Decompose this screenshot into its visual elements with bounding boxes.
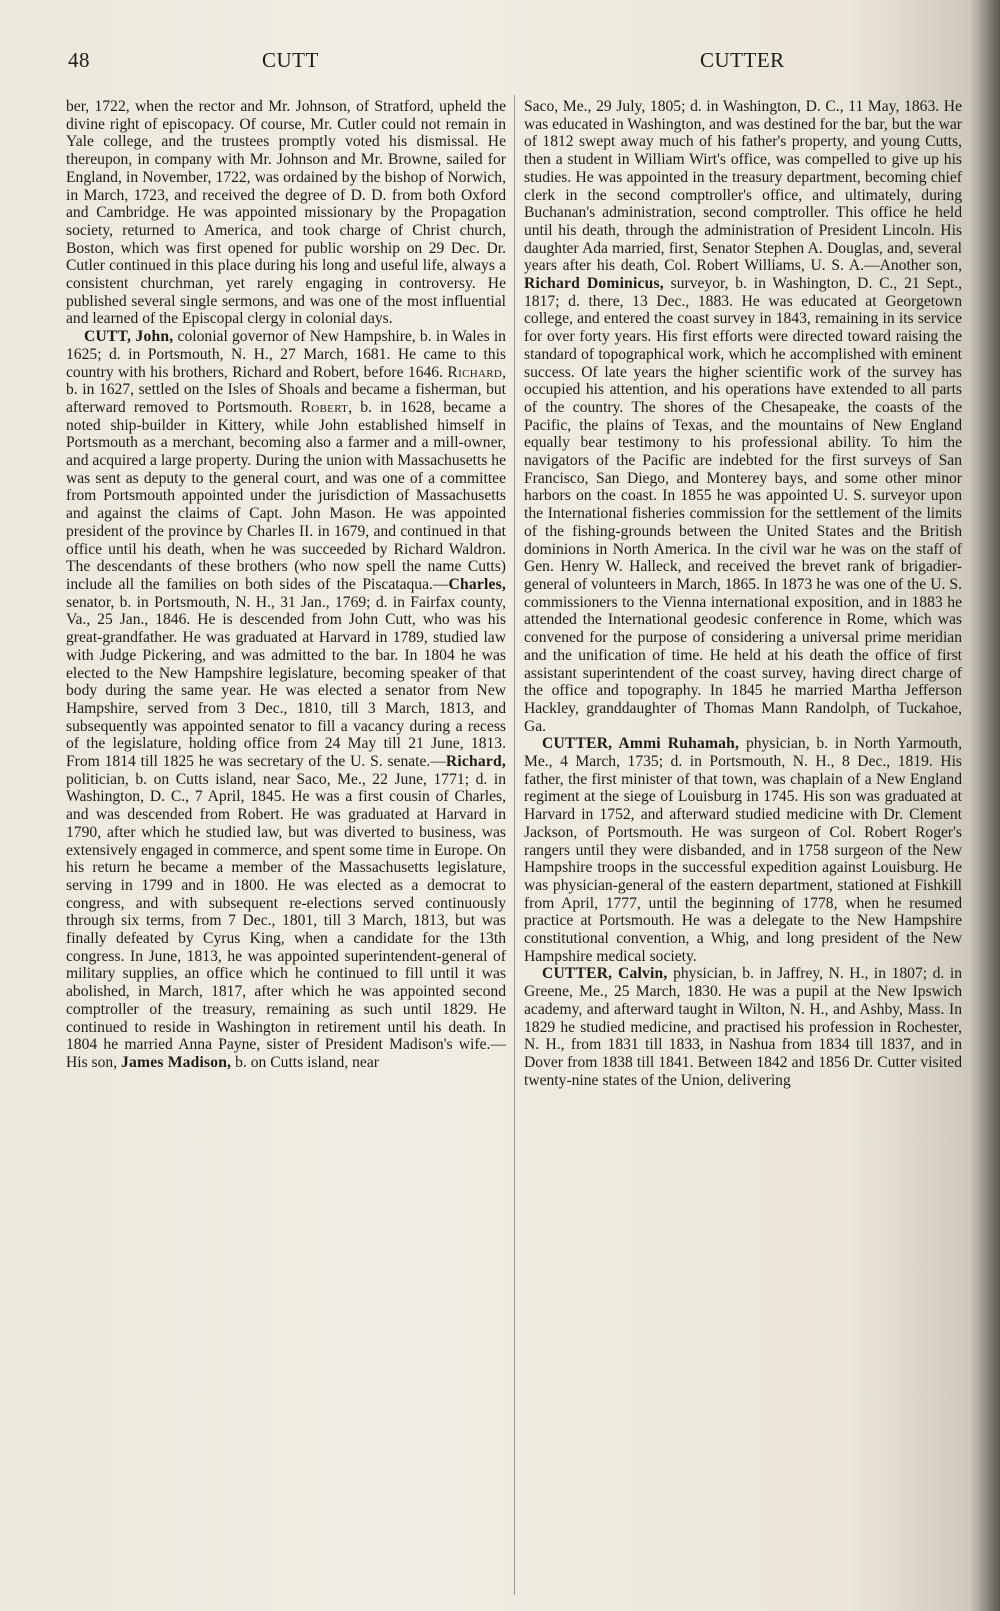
- subentry-name: Richard: [447, 363, 503, 381]
- entry-heading: CUTTER, Calvin,: [542, 965, 668, 983]
- entry-text: colonial governor of New Hampshire, b. in Wales in 1625; d. in Portsmouth, N. H., 27 March, 1681. He came to this country with his brothers, Richard and Robert, before 1646.: [66, 328, 506, 381]
- left-running-head: CUTT: [262, 48, 319, 72]
- continued-paragraph: [524, 98, 962, 735]
- entry-text: , b. in 1627, settled on the Isles of Shoals and became a fisherman, but afterward removed to Portsmouth.: [66, 363, 506, 416]
- column-divider: [514, 95, 515, 1595]
- entry-cutter-calvin: [524, 965, 962, 1089]
- page-number: 48: [68, 48, 90, 72]
- entry-text: politician, b. on Cutts island, near Saco, Me., 22 June, 1771; d. in Washington, D. C., 7 April, 1845. He was a first cousin of Charles, and was descended from Robert. He was graduated at Harvard in 1790, after which he studied law, but was diverted to business, was extensively engaged in commerce, and spent some time in Europe. On his return he became a member of the Massachusetts legislature, serving in 1799 and in 1800. He was elected as a democrat to congress, and with subsequent re-elections served continuously through six terms, from 7 Dec., 1801, till 3 March, 1813, but was finally defeated by Cyrus King, when a candidate for the 13th congress. In June, 1813, he was appointed superintendent-general of military supplies, an office which he continued to fill until it was abolished, in March, 1817, after which he was appointed second comptroller of the treasury, remaining as such until 1829. He continued to reside in Washington in retirement until his death. In 1804 he married Anna Payne, sister of President Madison's wife.—His son,: [66, 770, 506, 1071]
- entry-heading: CUTT, John,: [84, 328, 174, 346]
- subentry-heading: Richard Dominicus,: [524, 275, 664, 293]
- entry-heading: CUTTER, Ammi Ruhamah,: [542, 735, 740, 753]
- subentry-heading: Richard,: [445, 753, 506, 771]
- entry-cutter-ammi: [524, 735, 962, 965]
- entry-text: Saco, Me., 29 July, 1805; d. in Washington, D. C., 11 May, 1863. He was educated in Washington, and was destined for the bar, but the war of 1812 swept away much of his father's property, and young Cutts, then a student in William Wirt's office, was compelled to give up his studies. He was appointed in the treasury department, becoming chief clerk in the second comptroller's office, and ultimately, during Buchanan's administration, second comptroller. This office he held until his death, through the administration of President Lincoln. His daughter Ada married, first, Senator Stephen A. Douglas, and, several years after his death, Col. Robert Williams, U. S. A.—Another son,: [524, 98, 962, 275]
- entry-text: , b. in 1628, became a noted ship-builder in Kittery, while John established himself in Portsmouth as a merchant, becoming also a farmer and a mill-owner, and acquired a large property. During the union with Massachusetts he was sent as deputy to the general court, and was one of a committee from Portsmouth appointed under the jurisdiction of Massachusetts and against the claims of Capt. John Mason. He was appointed president of the province by Charles II. in 1679, and continued in that office until his death, when he was succeeded by Richard Waldron. The descendants of these brothers (who now spell the name Cutts) include all the families on both sides of the Piscataqua.—: [66, 398, 506, 593]
- entry-text: b. on Cutts island, near: [231, 1053, 379, 1071]
- entry-text: senator, b. in Portsmouth, N. H., 31 Jan., 1769; d. in Fairfax county, Va., 25 Jan., 1846. He is descended from John Cutt, who was his great-grandfather. He was graduated at Harvard in 1789, studied law with Judge Pickering, and was admitted to the bar. In 1804 he was elected to the New Hampshire legislature, becoming speaker of that body during the same year. He was elected a senator from New Hampshire, served from 3 Dec., 1810, till 3 March, 1813, and subsequently was appointed senator to fill a vacancy during a recess of the legislature, holding office from 24 May till 21 June, 1813. From 1814 till 1825 he was secretary of the U. S. senate.—: [66, 593, 506, 771]
- entry-text: surveyor, b. in Washington, D. C., 21 Sept., 1817; d. there, 13 Dec., 1883. He was educated at Georgetown college, and entered the coast survey in 1843, remaining in its service for over forty years. His first efforts were directed toward raising the standard of topographical work, which he accomplished with eminent success. Of late years the higher scientific work of the survey has occupied his attention, and his operations have extended to all parts of the country. The shores of the Chesapeake, the coasts of the Pacific, the plains of Texas, and the mountains of New England equally bear testimony to his professional ability. To him the navigators of the Pacific are indebted for the first surveys of San Francisco, San Diego, and Monterey bays, and some other minor harbors on the coast. In 1855 he was appointed U. S. surveyor upon the International fisheries commission for the settlement of the limits of the fishing-grounds between the United States and the British dominions in North America. In the civil war he was on the staff of Gen. Henry W. Halleck, and received the brevet rank of brigadier-general of volunteers in March, 1865. In 1873 he was one of the U. S. commissioners to the Vienna international exposition, and in 1883 he attended the International geodesic conference in Rome, which was convened for the purpose of considering a universal prime meridian and the unification of time. He held at his death the office of first assistant superintendent of the coast survey, having direct charge of the office and topography. In 1845 he married Martha Jefferson Hackley, granddaughter of Thomas Mann Randolph, of Tuckahoe, Ga.: [524, 275, 962, 735]
- subentry-name: Robert: [300, 398, 349, 416]
- right-column: [524, 98, 962, 1089]
- left-column: [66, 98, 506, 1072]
- entry-text: physician, b. in Jaffrey, N. H., in 1807; d. in Greene, Me., 25 March, 1830. He was a pupil at the New Ipswich academy, and afterward taught in Wilton, N. H., and Ashby, Mass. In 1829 he studied medicine, and practised his profession in Rochester, N. H., from 1831 till 1833, in Nashua from 1834 till 1837, and in Dover from 1838 till 1841. Between 1842 and 1856 Dr. Cutter visited twenty-nine states of the Union, delivering: [524, 965, 963, 1089]
- continued-paragraph: ber, 1722, when the rector and Mr. Johnson, of Stratford, upheld the divine right of episcopacy. Of course, Mr. Cutler could not remain in Yale college, and the trustees promptly voted his dismissal. He thereupon, in company with Mr. Johnson and Mr. Browne, sailed for England, in November, 1722, was ordained by the bishop of Norwich, in March, 1723, and received the degree of D. D. from both Oxford and Cambridge. He was appointed missionary by the Propagation society, returned to America, and took charge of Christ church, Boston, which was first opened for public worship on 29 Dec. Dr. Cutler continued in this place during his long and useful life, always a consistent churchman, yet rarely engaging in controversy. He published several single sermons, and was one of the most influential and learned of the Episcopal clergy in colonial days.: [66, 98, 506, 328]
- entry-text: physician, b. in North Yarmouth, Me., 4 March, 1735; d. in Portsmouth, N. H., 8 Dec., 1819. His father, the first minister of that town, was chaplain of a New England regiment at the siege of Louisburg in 1745. His son was graduated at Harvard in 1752, and afterward studied medicine with Dr. Clement Jackson, of Portsmouth. He was surgeon of Col. Robert Roger's rangers until they were disbanded, and in 1758 surgeon of the New Hampshire troops in the successful expedition against Louisburg. He was physician-general of the eastern department, stationed at Fishkill from April, 1777, until the beginning of 1778, when he resumed practice at Portsmouth. He was a delegate to the New Hampshire constitutional convention, a Whig, and long president of the New Hampshire medical society.: [524, 735, 962, 965]
- entry-cutt-john: [66, 328, 506, 1072]
- right-running-head: CUTTER: [700, 48, 785, 72]
- subentry-heading: Charles,: [448, 575, 506, 593]
- subentry-heading: James Madison,: [121, 1053, 232, 1071]
